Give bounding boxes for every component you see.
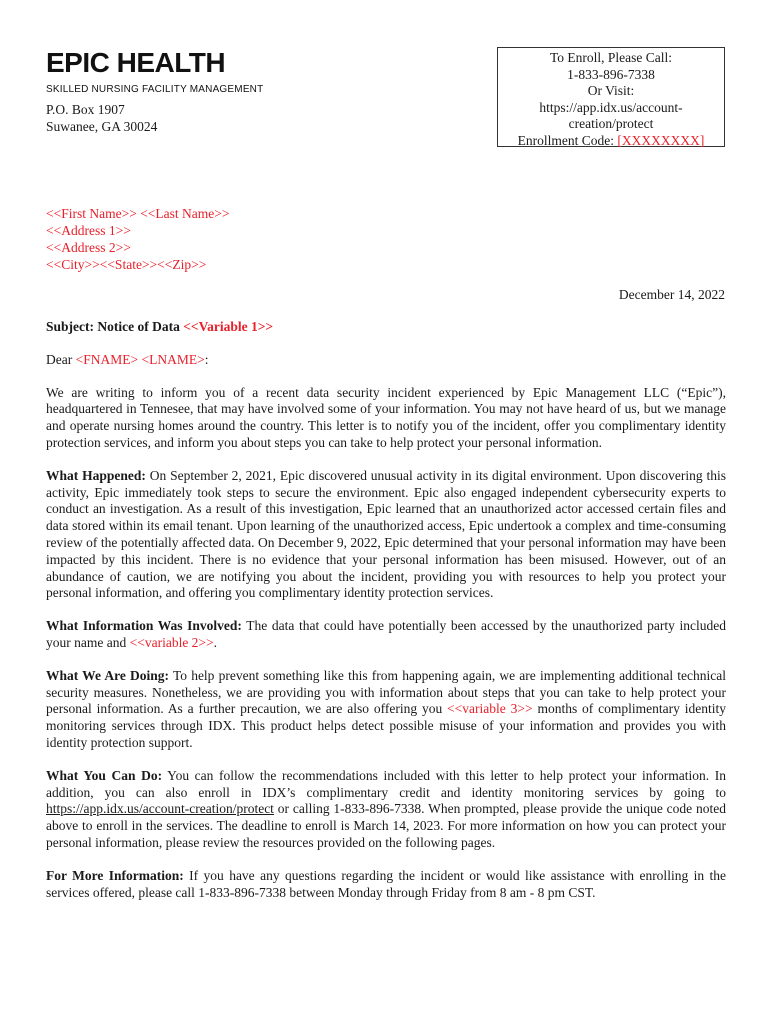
recipient-city-state-zip: <<City>><<State>><<Zip>> — [46, 257, 207, 272]
enrollment-code-label: Enrollment Code: — [517, 132, 618, 148]
subject-line — [46, 319, 726, 336]
recipient-address — [46, 205, 230, 273]
letter-body — [46, 319, 726, 917]
salutation-name: <FNAME> <LNAME> — [75, 351, 205, 367]
enroll-url-part2[interactable]: creation/protect — [568, 116, 654, 131]
what-info-end: . — [213, 634, 218, 650]
what-doing-paragraph — [46, 668, 726, 752]
what-info-heading: What Information Was Involved: — [46, 618, 242, 634]
recipient-address1: <<Address 1>> — [46, 223, 131, 238]
enroll-call-label: To Enroll, Please Call: — [549, 50, 673, 65]
enrollment-box — [497, 47, 725, 147]
intro-paragraph: We are writing to inform you of a recent data security incident experienced by Epic Management LLC (“Epic”), headquartered in Tennesee, that may have involved some of your information. You may not have heard of us, but we manage and operate nursing homes around the country. This letter is to notify you of the incident, offer you complimentary identity protection services, and inform you about steps you can take to help protect your personal information. — [46, 384, 726, 450]
what-you-do-paragraph — [46, 768, 726, 852]
what-you-do-text2: or calling 1-833-896-7338. When prompted, please provide the unique code noted above to enroll in the services. The deadline to enroll is March 14, 2023. For more information on how you can protect your personal information, please review the resources provided on the following pages. — [46, 801, 726, 850]
recipient-address2: <<Address 2>> — [46, 240, 131, 255]
what-doing-heading: What We Are Doing: — [46, 667, 170, 683]
company-logo — [46, 48, 263, 95]
salutation-suffix: : — [204, 351, 209, 367]
what-info-variable: <<variable 2>> — [129, 634, 214, 650]
what-info-text: The data that could have potentially been accessed by the unauthorized party included your name and — [46, 618, 727, 650]
logo-tagline: SKILLED NURSING FACILITY MANAGEMENT — [46, 84, 264, 95]
more-info-text: If you have any questions regarding the incident or would like assistance with enrolling in the services offered, please call 1-833-896-7338 between Monday through Friday from 8 am - 8 pm CST. — [46, 867, 726, 900]
enroll-phone[interactable]: 1-833-896-7338 — [567, 66, 655, 82]
return-address-line2: Suwanee, GA 30024 — [46, 119, 158, 134]
what-doing-text1: To help prevent something like this from happening again, we are implementing additional technical security measures. Nonetheless, we are providing you with information about steps that you can take to help protect your personal information. As a further precaution, we are also offering you — [46, 667, 726, 717]
what-doing-text2: months of complimentary identity monitoring services through IDX. This product helps detect possible misuse of your information and provides you with identity protection support. — [46, 701, 726, 750]
salutation — [46, 352, 726, 369]
what-you-do-heading: What You Can Do: — [46, 767, 163, 783]
what-doing-variable: <<variable 3>> — [447, 701, 533, 717]
letter-date: December 14, 2022 — [618, 287, 725, 302]
what-you-do-text1: You can follow the recommendations included with this letter to help protect your information. In addition, you can also enroll in IDX’s complimentary credit and identity monitoring services by going to — [46, 767, 726, 800]
what-happened-paragraph — [46, 468, 726, 602]
logo-name: EPIC HEALTH — [46, 47, 226, 78]
what-happened-heading: What Happened: — [46, 467, 146, 483]
enrollment-code — [498, 133, 724, 150]
what-info-paragraph — [46, 618, 726, 652]
more-info-heading: For More Information: — [46, 867, 184, 883]
enroll-url-part1[interactable]: https://app.idx.us/account- — [539, 99, 683, 115]
return-address-line1: P.O. Box 1907 — [46, 102, 125, 117]
what-happened-text: On September 2, 2021, Epic discovered unusual activity in its digital environment. Upon discovering this activity, Epic immediately took steps to secure the environment. Epic also engaged independent cybersecurity experts to conduct an investigation. As a result of this investigation, Epic learned that an unauthorized actor accessed certain files and data stored within its email tenant. Upon learning of the unauthorized access, Epic undertook a complex and time-consuming review of the potentially affected data. On December 9, 2022, Epic determined that your personal information may have been impacted by this incident. There is no evidence that your personal information has been misused. However, out of an abundance of caution, we are notifying you about the incident, providing you with resources to help you protect your personal information, and offering you complimentary identity protection services. — [46, 467, 726, 601]
subject-variable: <<Variable 1>> — [183, 319, 274, 334]
salutation-prefix: Dear — [46, 351, 76, 367]
subject-label: Subject: Notice of Data — [46, 319, 184, 334]
recipient-name: <<First Name>> <<Last Name>> — [46, 206, 230, 221]
more-info-paragraph — [46, 868, 726, 902]
return-address — [46, 101, 157, 135]
enroll-link[interactable]: https://app.idx.us/account-creation/protect — [46, 801, 274, 817]
enrollment-code-value: [XXXXXXXX] — [617, 132, 705, 148]
enroll-visit-label: Or Visit: — [587, 83, 635, 98]
